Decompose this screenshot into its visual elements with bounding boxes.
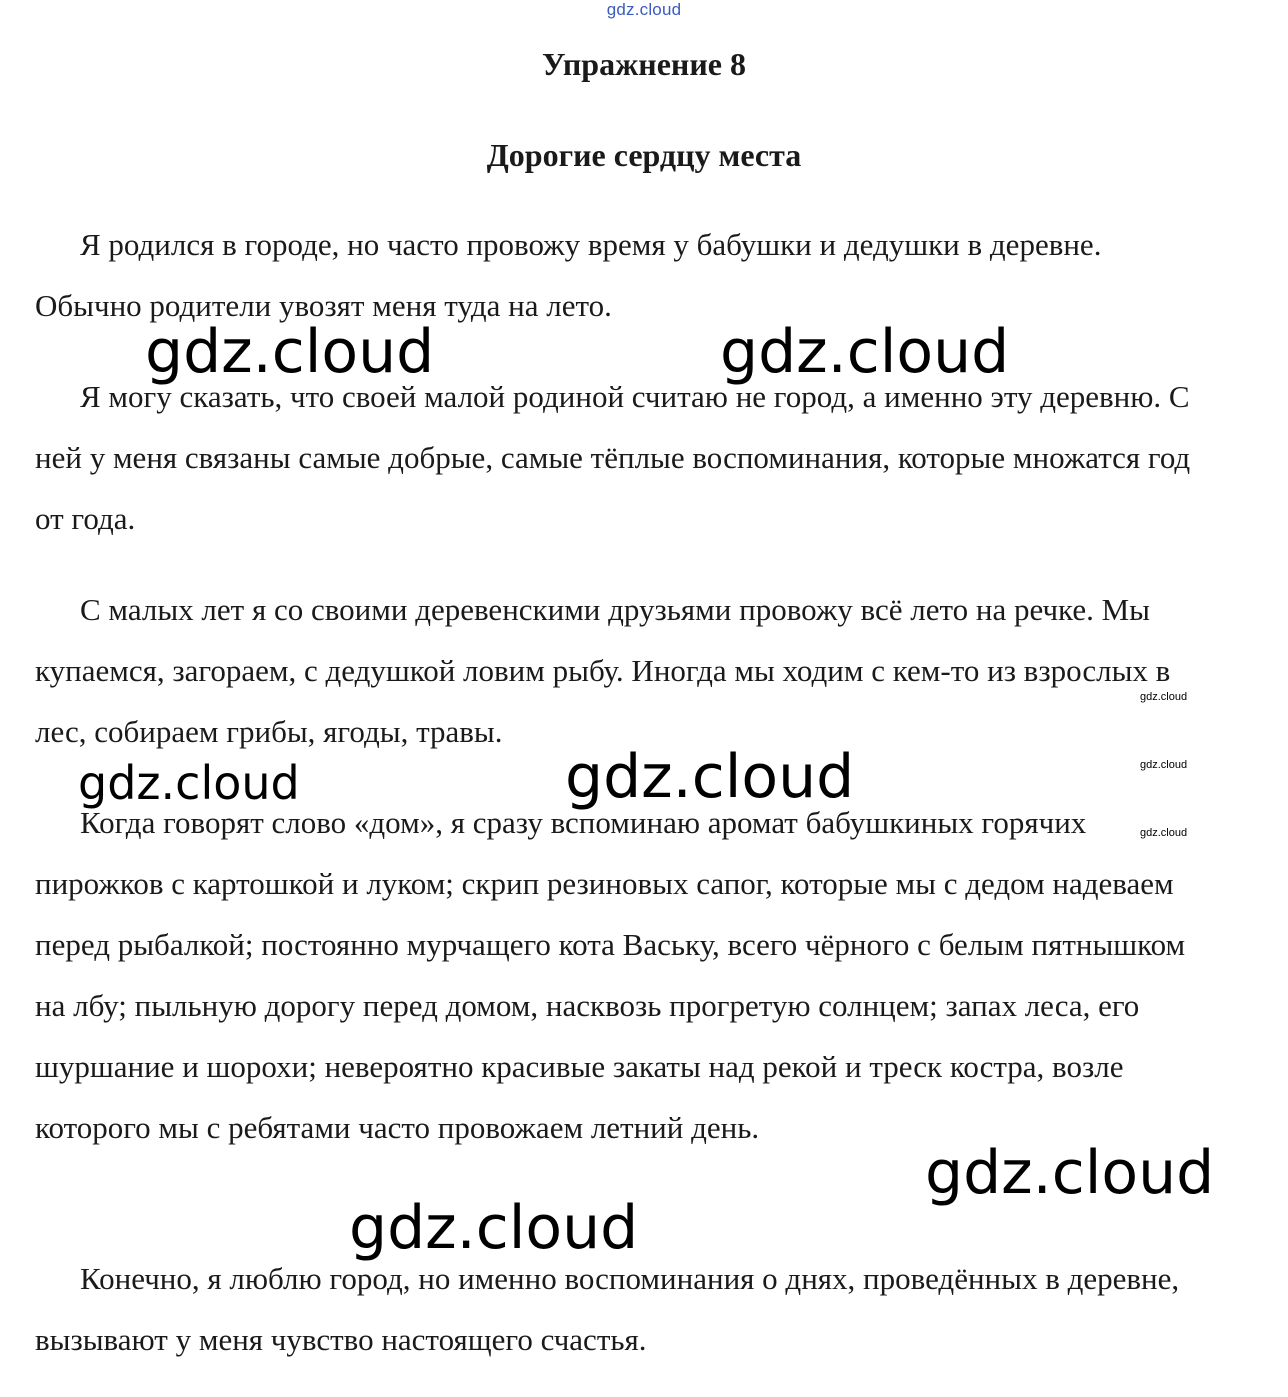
exercise-title: Упражнение 8 xyxy=(541,46,746,82)
watermark-large: gdz.cloud xyxy=(720,317,1010,387)
paragraph-2: Я могу сказать, что своей малой родиной считаю не город, а именно эту деревню. С ней у меня связаны самые добрые, самые тёплые воспоминания, которые множатся год от года. xyxy=(35,379,1191,536)
watermark-large: gdz.cloud xyxy=(349,1193,639,1263)
watermark-small: gdz.cloud xyxy=(1140,759,1188,771)
watermark-small: gdz.cloud xyxy=(1140,691,1188,703)
paragraph-3: С малых лет я со своими деревенскими друзьями провожу всё лето на речке. Мы купаемся, загораем, с дедушкой ловим рыбу. Иногда мы ходим с кем-то из взрослых в лес, собираем грибы, ягоды, травы. xyxy=(35,592,1171,749)
watermark-small: gdz.cloud xyxy=(1140,827,1188,839)
watermark-large: gdz.cloud xyxy=(565,742,855,812)
watermark-large: gdz.cloud xyxy=(145,317,435,387)
paragraph-5: Конечно, я люблю город, но именно воспоминания о днях, проведённых в деревне, вызывают у меня чувство настоящего счастья. xyxy=(35,1261,1180,1357)
watermark-medium: gdz.cloud xyxy=(78,756,300,810)
paragraph-4: Когда говорят слово «дом», я сразу вспоминаю аромат бабушкиных горячих пирожков с картошкой и луком; скрип резиновых сапог, которые мы с дедом надеваем перед рыбалкой; постоянно мурчащего кота Ваську, всего чёрного с белым пятнышком на лбу; пыльную дорогу перед домом, насквозь прогретую солнцем; запах леса, его шуршание и шорохи; невероятно красивые закаты над рекой и треск костра, возле которого мы с ребятами часто провожаем летний день. xyxy=(35,805,1186,1145)
watermark-top: gdz.cloud xyxy=(606,0,682,19)
essay-title: Дорогие сердцу места xyxy=(486,137,802,173)
paragraph-1: Я родился в городе, но часто провожу время у бабушки и дедушки в деревне. Обычно родители увозят меня туда на лето. xyxy=(35,227,1102,323)
watermark-large: gdz.cloud xyxy=(925,1138,1215,1208)
